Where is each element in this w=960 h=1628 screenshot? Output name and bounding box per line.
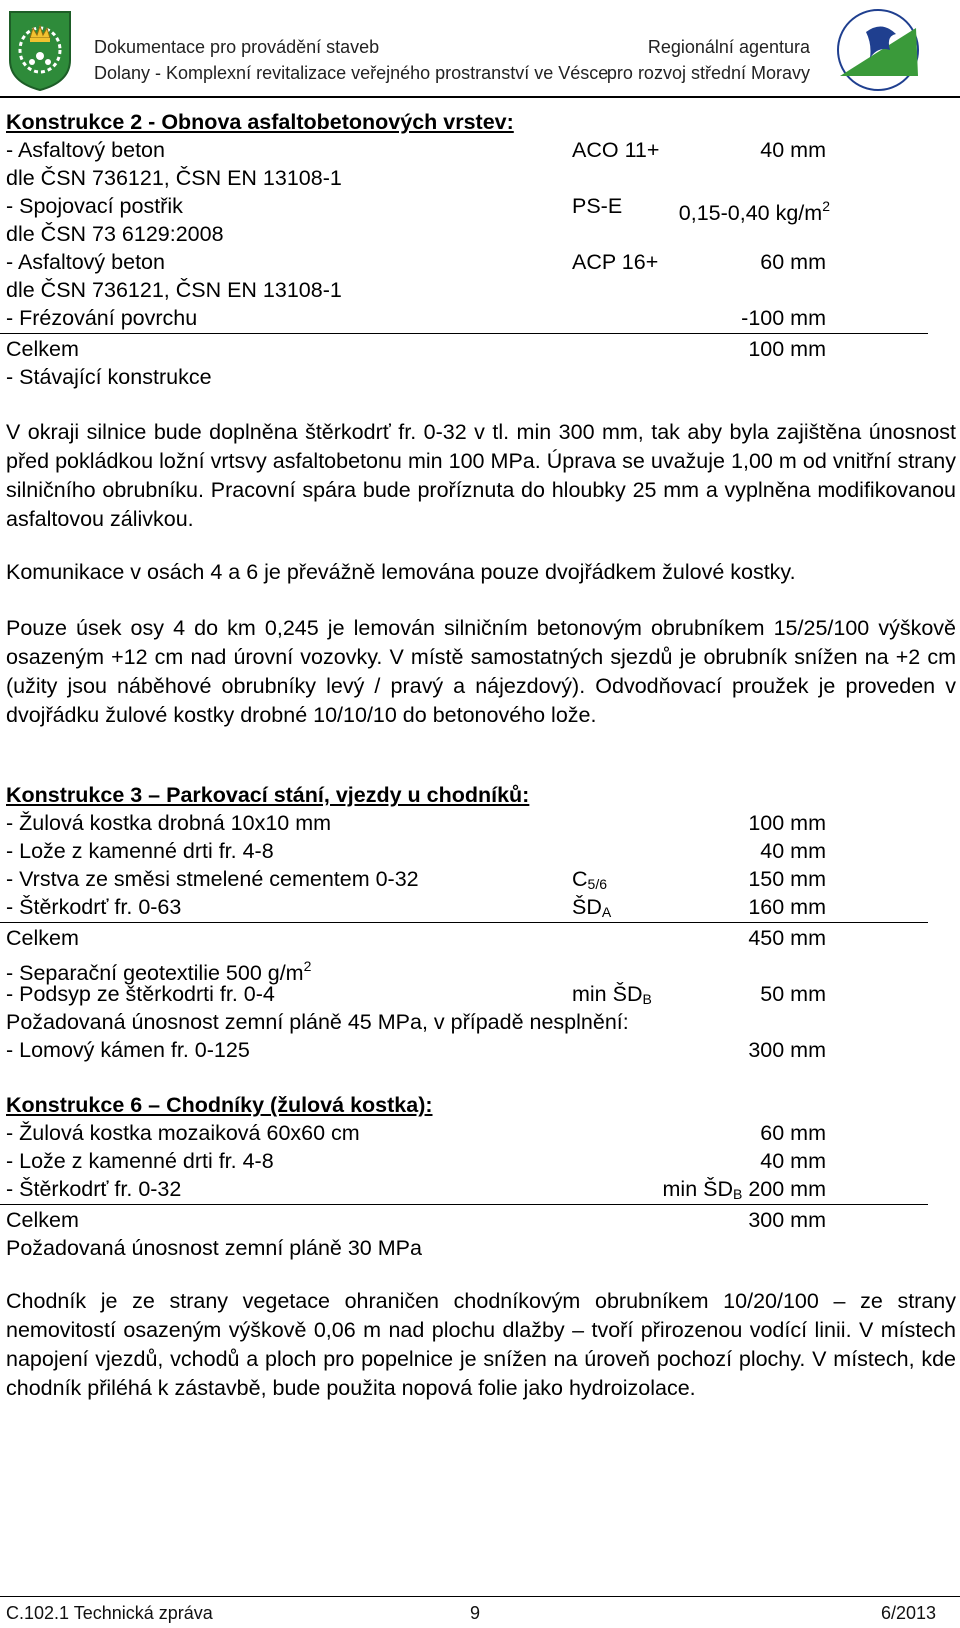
k2-heading: Konstrukce 2 - Obnova asfaltobetonových vrstev:: [6, 110, 514, 134]
k3-heading: Konstrukce 3 – Parkovací stání, vjezdy u chodníků:: [6, 783, 530, 807]
k6-r3-class-sub: B: [733, 1186, 743, 1202]
k2-r3-amount-value: 0,15-0,40 kg/m: [678, 201, 823, 225]
header-divider: [0, 96, 960, 98]
k6-total-label: Celkem: [6, 1208, 79, 1232]
k2-row-1: [6, 136, 960, 164]
footer-divider: [0, 1596, 960, 1597]
k6-row-2: [6, 1147, 960, 1175]
k3-r7-class-sub: B: [642, 991, 652, 1007]
k3-r7-item: - Podsyp ze štěrkodrti fr. 0-4: [6, 982, 275, 1006]
k3-row-8: [6, 1008, 960, 1036]
k2-r1-thickness: 40 mm: [760, 138, 826, 162]
k3-r6-item-text: - Separační geotextilie 500 g/m: [6, 961, 304, 985]
k2-r6-item: dle ČSN 736121, ČSN EN 13108-1: [6, 278, 342, 302]
k3-row-9: [6, 1036, 960, 1064]
header-agency-name-line1: Regionální agentura: [647, 37, 810, 57]
k3-row-2: [6, 837, 960, 865]
footer-date: 6/2013: [880, 1603, 936, 1623]
k2-row-5: [6, 248, 960, 276]
k3-row-6: [6, 952, 960, 985]
k3-r4-class-sub: A: [601, 904, 612, 920]
k3-r1-thickness: 100 mm: [748, 811, 826, 835]
k2-total-value: 100 mm: [748, 337, 826, 361]
k6-row-3: [6, 1175, 960, 1203]
k3-r4-thickness: 160 mm: [748, 895, 826, 919]
k3-r2-item: - Lože z kamenné drti fr. 4-8: [6, 839, 274, 863]
k6-total-rule: [0, 1204, 928, 1205]
paragraph-curb: Pouze úsek osy 4 do km 0,245 je lemován silničním betonovým obrubníkem 15/25/100 výškově osazeným +12 cm nad úrovní vozovky. V místě samostatných sjezdů je obrubník snížen na +2 cm (užity jsou náběhové obrubníky levý / pravý a nájezdový). Odvodňovací proužek je proveden v dvojřádku žulové kostky drobné 10/10/10 do betonového lože.: [6, 616, 956, 727]
k2-r5-thickness: 60 mm: [760, 250, 826, 274]
k2-total-label: Celkem: [6, 337, 79, 361]
k2-r3-type: PS-E: [572, 194, 623, 218]
k2-r1-item: - Asfaltový beton: [6, 138, 165, 162]
k6-r2-item: - Lože z kamenné drti fr. 4-8: [6, 1149, 274, 1173]
k3-r3-thickness: 150 mm: [748, 867, 826, 891]
municipal-coat-of-arms-logo: [6, 8, 74, 92]
k6-total-value: 300 mm: [748, 1208, 826, 1232]
k2-row-2: [6, 164, 960, 192]
k3-r3-item: - Vrstva ze směsi stmelené cementem 0-32: [6, 867, 419, 891]
k3-total-value: 450 mm: [748, 926, 826, 950]
header-project-title: Dokumentace pro provádění staveb: [94, 37, 380, 57]
k6-r3-item: - Štěrkodrť fr. 0-32: [6, 1177, 182, 1201]
k2-r7-item: - Frézování povrchu: [6, 306, 198, 330]
k3-row-7: [6, 980, 960, 1008]
paragraph-road-edge: V okraji silnice bude doplněna štěrkodrť fr. 0-32 v tl. min 300 mm, tak aby byla zajištěna únosnost před pokládkou ložní vrtsvy asfaltobetonu min 100 MPa. Úprava se uvažuje 1,00 m od vnitřní strany silničního obrubníku. Pracovní spára bude proříznuta do hloubky 25 mm a vyplněna modifikovanou asfaltovou zálivkou.: [6, 420, 956, 531]
k6-r3-class-value: min ŠD: [662, 1177, 733, 1201]
k3-r4-class-value: ŠD: [572, 895, 602, 919]
k2-row-9: [6, 363, 960, 391]
k3-r3-class-value: C: [572, 867, 588, 891]
agency-logo: [826, 6, 930, 92]
k2-total-rule: [0, 333, 928, 334]
k2-r2-item: dle ČSN 736121, ČSN EN 13108-1: [6, 166, 342, 190]
k6-heading-row: [6, 1091, 960, 1119]
k3-r6-item-sup: 2: [303, 958, 312, 974]
k3-total-rule: [0, 922, 928, 923]
k2-row-6: [6, 276, 960, 304]
k3-r9-thickness: 300 mm: [748, 1038, 826, 1062]
k2-r5-item: - Asfaltový beton: [6, 250, 165, 274]
k3-row-total: [6, 924, 960, 952]
k2-r9-item: - Stávající konstrukce: [6, 365, 212, 389]
paragraph-sidewalk: Chodník je ze strany vegetace ohraničen chodníkovým obrubníkem 10/20/100 – ze strany nemovitostí osazeným výškově 0,06 m nad plochu dlažby – tvoří přirozenou vodící linii. V místech napojení vjezdů, vchodů a ploch pro popelnice je snížen na úroveň pochozí plochy. V místech, kde chodník přiléhá k zástavbě, bude použita nopová folie jako hydroizolace.: [6, 1289, 956, 1400]
k3-r7-class-value: min ŠD: [572, 982, 643, 1006]
k3-r8-requirement: Požadovaná únosnost zemní pláně 45 MPa, v případě nesplnění:: [6, 1010, 629, 1034]
k2-row-3: [6, 192, 960, 225]
k3-row-4: [6, 893, 960, 921]
header-agency-name-line2: pro rozvoj střední Moravy: [606, 63, 810, 83]
k3-r1-item: - Žulová kostka drobná 10x10 mm: [6, 811, 332, 835]
k6-r1-item: - Žulová kostka mozaiková 60x60 cm: [6, 1121, 360, 1145]
k6-r2-thickness: 40 mm: [760, 1149, 826, 1173]
k3-row-3: [6, 865, 960, 893]
k3-heading-row: [6, 781, 960, 809]
k2-r5-type: ACP 16+: [572, 250, 659, 274]
k6-heading: Konstrukce 6 – Chodníky (žulová kostka):: [6, 1093, 433, 1117]
footer-page-number: 9: [470, 1603, 481, 1623]
header-project-subtitle: Dolany - Komplexní revitalizace veřejného prostranství ve Vésce: [94, 63, 609, 83]
k6-r1-thickness: 60 mm: [760, 1121, 826, 1145]
k2-r3-amount-sup: 2: [822, 198, 830, 214]
footer-document-code: C.102.1 Technická zpráva: [6, 1603, 213, 1623]
k6-r3-thickness-value: 200 mm: [748, 1177, 826, 1201]
k3-row-1: [6, 809, 960, 837]
k3-r9-item: - Lomový kámen fr. 0-125: [6, 1038, 250, 1062]
k3-r4-item: - Štěrkodrť fr. 0-63: [6, 895, 182, 919]
k3-r7-thickness: 50 mm: [760, 982, 826, 1006]
k2-r3-item: - Spojovací postřik: [6, 194, 183, 218]
k6-row-total: [6, 1206, 960, 1234]
k6-row-5: [6, 1234, 960, 1262]
k6-r5-requirement: Požadovaná únosnost zemní pláně 30 MPa: [6, 1236, 422, 1260]
k6-row-1: [6, 1119, 960, 1147]
paragraph-axes-4-6: Komunikace v osách 4 a 6 je převážně lemována pouze dvojřádkem žulové kostky.: [6, 560, 796, 584]
k2-heading-row: [6, 108, 960, 136]
k2-row-total: [6, 335, 960, 363]
k2-row-7: [6, 304, 960, 332]
k2-r1-type: ACO 11+: [572, 138, 660, 162]
k3-r2-thickness: 40 mm: [760, 839, 826, 863]
k2-r4-item: dle ČSN 73 6129:2008: [6, 222, 224, 246]
k2-r7-thickness: -100 mm: [741, 306, 826, 330]
k2-row-4: [6, 220, 960, 248]
k3-total-label: Celkem: [6, 926, 79, 950]
k3-r3-class-sub: 5/6: [587, 876, 607, 892]
